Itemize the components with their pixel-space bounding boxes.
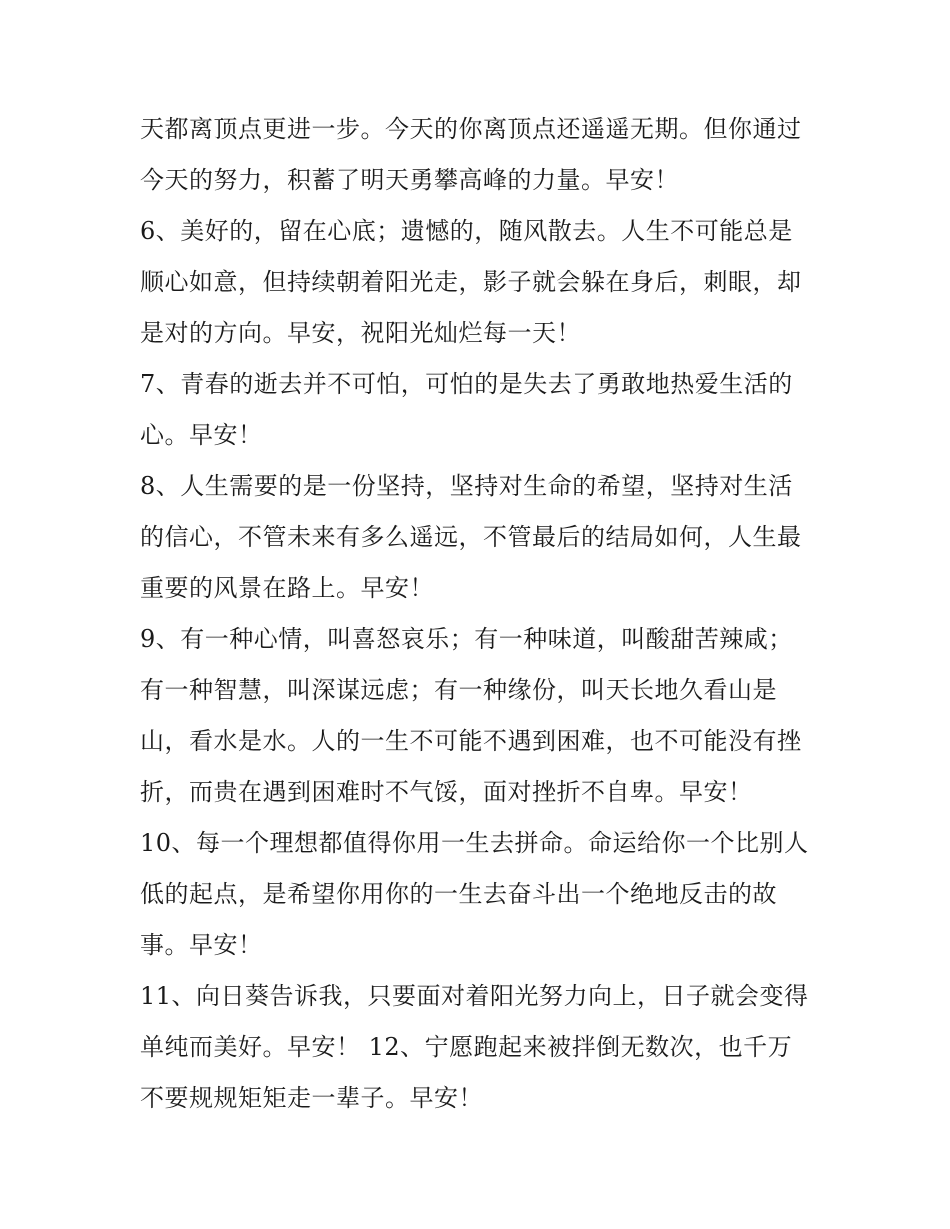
text-line: 单纯而美好。早安！ 12、宁愿跑起来被拌倒无数次，也千万 [140,1033,793,1061]
text-line: 折，而贵在遇到困难时不气馁，面对挫折不自卑。早安！ [140,778,753,806]
text-line: 重要的风景在路上。早安！ [140,574,434,602]
document-body [140,104,820,1124]
text-line: 的信心，不管未来有多么遥远，不管最后的结局如何，人生最 [140,523,802,551]
text-line: 低的起点，是希望你用你的一生去奋斗出一个绝地反击的故 [140,880,777,908]
text-line: 7、青春的逝去并不可怕，可怕的是失去了勇敢地热爱生活的 [140,370,793,398]
text-line: 11、向日葵告诉我，只要面对着阳光努力向上，日子就会变得 [140,982,809,1010]
text-line: 有一种智慧，叫深谋远虑；有一种缘份，叫天长地久看山是 [140,676,777,704]
text-line: 6、美好的，留在心底；遗憾的，随风散去。人生不可能总是 [140,217,793,245]
text-line: 8、人生需要的是一份坚持，坚持对生命的希望，坚持对生活 [140,472,793,500]
text-line: 是对的方向。早安，祝阳光灿烂每一天！ [140,319,581,347]
text-line: 天都离顶点更进一步。今天的你离顶点还遥遥无期。但你通过 [140,115,802,143]
text-line: 事。早安！ [140,931,263,959]
text-line: 9、有一种心情，叫喜怒哀乐；有一种味道，叫酸甜苦辣咸； [140,625,793,653]
text-line: 今天的努力，积蓄了明天勇攀高峰的力量。早安！ [140,166,679,194]
text-line: 顺心如意，但持续朝着阳光走，影子就会躲在身后，刺眼，却 [140,268,802,296]
text-line: 10、每一个理想都值得你用一生去拼命。命运给你一个比别人 [140,829,809,857]
text-line: 不要规规矩矩走一辈子。早安！ [140,1084,483,1112]
text-line: 山，看水是水。人的一生不可能不遇到困难，也不可能没有挫 [140,727,802,755]
text-line: 心。早安！ [140,421,263,449]
